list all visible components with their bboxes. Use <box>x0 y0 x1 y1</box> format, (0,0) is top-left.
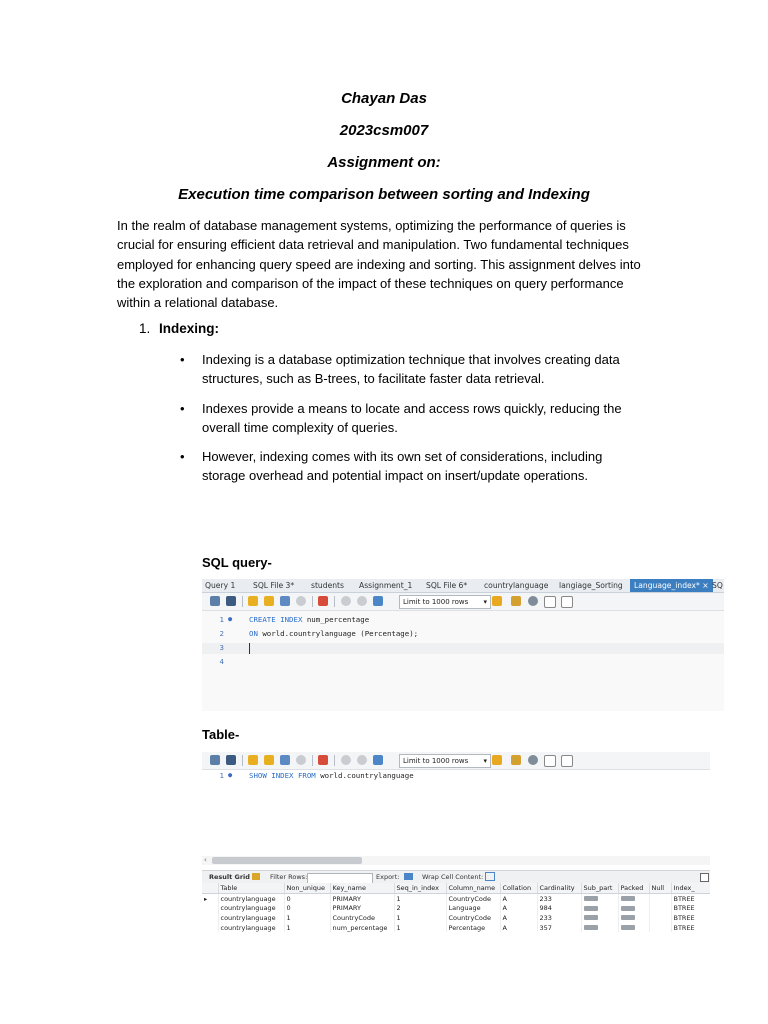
tab-query-1[interactable]: Query 1 <box>205 581 236 590</box>
execute-current-icon[interactable] <box>264 755 274 765</box>
sql-text: world.countrylanguage <box>315 771 414 780</box>
table-cell[interactable] <box>649 894 671 904</box>
table-cell[interactable]: 1 <box>394 913 446 923</box>
bullet-dot: • <box>180 401 185 416</box>
intro-paragraph: In the realm of database management systems, optimizing the performance of queries is crucial for ensuring efficient data retrieval and manipulation. Two fundamental techniques employed for enhancing query speed are indexing and sorting. This assignment delves into the exploration and comparison of the impact of these techniques on query performance within a relational database. <box>117 218 641 311</box>
beautify-icon[interactable] <box>492 596 502 606</box>
search-icon[interactable] <box>528 755 538 765</box>
horizontal-scrollbar[interactable] <box>202 856 710 865</box>
table-cell[interactable] <box>649 913 671 923</box>
explain-icon[interactable] <box>280 755 290 765</box>
sql-text: num_percentage <box>302 615 370 624</box>
table-cell[interactable]: countrylanguage <box>218 894 284 904</box>
close-icon[interactable]: × <box>702 581 709 590</box>
sql-editor[interactable] <box>202 770 710 856</box>
table-cell[interactable] <box>581 913 618 923</box>
table-cell[interactable] <box>581 894 618 904</box>
limit-rows-label: Limit to 1000 rows <box>403 598 469 606</box>
table-cell[interactable]: CountryCode <box>446 894 500 904</box>
table-row[interactable] <box>202 894 710 904</box>
sql-keyword: ON <box>249 629 258 638</box>
table-cell[interactable]: BTREE <box>671 923 710 933</box>
sql-keyword: SHOW INDEX FROM <box>249 771 316 780</box>
table-cell[interactable]: A <box>500 923 537 933</box>
explain-icon[interactable] <box>280 596 290 606</box>
execute-current-icon[interactable] <box>264 596 274 606</box>
row-selector[interactable] <box>202 913 218 923</box>
autocommit-icon[interactable] <box>373 755 383 765</box>
scroll-left-icon[interactable]: ‹ <box>204 856 207 864</box>
section-number: 1. <box>139 321 151 336</box>
execute-icon[interactable] <box>248 596 258 606</box>
save-icon[interactable] <box>226 755 236 765</box>
table-cell[interactable]: 1 <box>284 913 330 923</box>
sql-text: world.countrylanguage (Percentage); <box>257 629 419 638</box>
row-selector[interactable] <box>202 923 218 933</box>
table-cell[interactable]: 984 <box>537 904 581 914</box>
tab-language-index-label: Language_index* <box>634 581 700 590</box>
tab-sql-file-6[interactable]: SQL File 6* <box>426 581 468 590</box>
column-header[interactable]: Seq_in_index <box>394 883 446 894</box>
table-cell[interactable] <box>618 894 649 904</box>
table-cell[interactable]: PRIMARY <box>330 904 394 914</box>
bullet-text: However, indexing comes with its own set of considerations, including storage overhead and potential impact on insert/update operations. <box>202 449 603 483</box>
code-line <box>249 615 369 624</box>
table-cell[interactable]: PRIMARY <box>330 894 394 904</box>
null-badge <box>584 925 598 930</box>
bullet-dot: • <box>180 352 185 367</box>
stop-icon[interactable] <box>296 596 306 606</box>
sql-query-label: SQL query- <box>202 555 272 570</box>
invisible-chars-icon[interactable] <box>544 596 556 608</box>
table-cell[interactable]: BTREE <box>671 894 710 904</box>
table-cell[interactable] <box>581 904 618 914</box>
index-result-table <box>202 883 710 932</box>
column-header[interactable]: Non_unique <box>284 883 330 894</box>
table-row[interactable] <box>202 923 710 933</box>
current-row-arrow-icon: ▸ <box>204 894 208 903</box>
column-header[interactable]: Null <box>649 883 671 894</box>
sql-editor[interactable] <box>202 611 724 711</box>
column-header[interactable]: Collation <box>500 883 537 894</box>
null-badge <box>621 915 635 920</box>
column-header[interactable]: Key_name <box>330 883 394 894</box>
line-number: 1 <box>219 771 224 780</box>
table-cell[interactable]: 1 <box>394 923 446 933</box>
editor-toolbar <box>202 593 724 611</box>
wrap-cell-icon[interactable] <box>485 872 495 881</box>
export-label: Export: <box>376 873 400 881</box>
limit-rows-select[interactable] <box>399 754 491 768</box>
scrollbar-thumb[interactable] <box>212 857 362 864</box>
statement-marker-icon: ● <box>228 771 233 779</box>
find-replace-icon[interactable] <box>511 755 521 765</box>
table-header-row <box>202 883 710 894</box>
table-cell[interactable]: CountryCode <box>330 913 394 923</box>
open-folder-icon[interactable] <box>210 755 220 765</box>
table-cell[interactable]: Language <box>446 904 500 914</box>
table-cell[interactable] <box>581 923 618 933</box>
wrap-lines-icon[interactable] <box>561 596 573 608</box>
export-icon[interactable] <box>404 873 413 880</box>
null-badge <box>584 906 598 911</box>
line-number: 2 <box>219 629 224 638</box>
tab-language-index[interactable] <box>630 579 713 592</box>
tab-sql-file-3[interactable]: SQL File 3* <box>253 581 295 590</box>
table-cell[interactable] <box>649 904 671 914</box>
row-selector[interactable] <box>202 894 218 904</box>
roll-number: 2023csm007 <box>339 122 429 139</box>
chevron-down-icon: ▾ <box>483 598 487 606</box>
table-cell[interactable] <box>618 923 649 933</box>
code-line <box>249 771 414 780</box>
tab-langiage-sorting[interactable]: langiage_Sorting <box>559 581 623 590</box>
current-line-highlight <box>202 643 724 654</box>
limit-rows-select[interactable] <box>399 595 491 609</box>
table-cell[interactable] <box>618 904 649 914</box>
toolbar-divider <box>334 596 335 607</box>
table-cell[interactable]: A <box>500 913 537 923</box>
line-number: 1 <box>219 615 224 624</box>
column-header[interactable]: Sub_part <box>581 883 618 894</box>
line-number: 4 <box>219 657 224 666</box>
open-folder-icon[interactable] <box>210 596 220 606</box>
save-icon[interactable] <box>226 596 236 606</box>
table-cell[interactable]: CountryCode <box>446 913 500 923</box>
table-cell[interactable]: BTREE <box>671 904 710 914</box>
null-badge <box>621 906 635 911</box>
toolbar-divider <box>334 755 335 766</box>
assignment-title: Execution time comparison between sorting and Indexing <box>178 186 590 203</box>
wrap-lines-icon[interactable] <box>561 755 573 767</box>
autocommit-icon[interactable] <box>373 596 383 606</box>
stop-icon[interactable] <box>296 755 306 765</box>
null-badge <box>584 896 598 901</box>
filter-rows-label: Filter Rows: <box>270 873 308 881</box>
commit-icon[interactable] <box>341 755 351 765</box>
table-cell[interactable]: A <box>500 904 537 914</box>
table-cell[interactable]: 1 <box>394 894 446 904</box>
tab-sq[interactable]: SQ <box>712 581 723 590</box>
column-header[interactable]: Column_name <box>446 883 500 894</box>
tab-assignment-1[interactable]: Assignment_1 <box>359 581 413 590</box>
null-badge <box>621 896 635 901</box>
table-cell[interactable]: Percentage <box>446 923 500 933</box>
column-header[interactable]: Packed <box>618 883 649 894</box>
wrap-cell-label: Wrap Cell Content: <box>422 873 484 881</box>
editor-toolbar <box>202 752 710 770</box>
row-selector[interactable] <box>202 904 218 914</box>
editor-tab-bar <box>202 579 724 593</box>
table-cell[interactable] <box>618 913 649 923</box>
section-heading <box>139 321 219 336</box>
toolbar-divider <box>312 596 313 607</box>
table-cell[interactable]: 1 <box>284 923 330 933</box>
row-selector-header <box>202 883 218 894</box>
bullet-text: Indexes provide a means to locate and access rows quickly, reducing the overall time complexity of queries. <box>202 401 622 435</box>
table-cell[interactable]: countrylanguage <box>218 913 284 923</box>
search-icon[interactable] <box>528 596 538 606</box>
checkbox-icon[interactable] <box>700 873 709 882</box>
tab-students[interactable]: students <box>311 581 344 590</box>
tab-countrylanguage[interactable]: countrylanguage <box>484 581 549 590</box>
bullet-text: Indexing is a database optimization technique that involves creating data structures, such as B-trees, to facilitate faster data retrieval. <box>202 352 620 386</box>
null-badge <box>584 915 598 920</box>
statement-marker-icon: ● <box>228 615 233 623</box>
table-cell[interactable] <box>649 923 671 933</box>
table-cell[interactable]: countrylanguage <box>218 904 284 914</box>
table-cell[interactable]: 0 <box>284 904 330 914</box>
table-cell[interactable]: BTREE <box>671 913 710 923</box>
toggle-error-icon[interactable] <box>318 755 328 765</box>
table-cell[interactable]: countrylanguage <box>218 923 284 933</box>
table-cell[interactable]: 233 <box>537 913 581 923</box>
commit-icon[interactable] <box>341 596 351 606</box>
rollback-icon[interactable] <box>357 596 367 606</box>
table-cell[interactable]: num_percentage <box>330 923 394 933</box>
code-line <box>249 629 418 638</box>
sql-editor-screenshot <box>202 579 724 711</box>
column-header[interactable]: Index_ <box>671 883 710 894</box>
table-cell[interactable]: 357 <box>537 923 581 933</box>
table-label: Table- <box>202 727 240 742</box>
line-number: 3 <box>219 643 224 652</box>
column-header[interactable]: Table <box>218 883 284 894</box>
table-cell[interactable]: 233 <box>537 894 581 904</box>
toolbar-divider <box>312 755 313 766</box>
table-row[interactable] <box>202 913 710 923</box>
result-grid-toolbar <box>202 870 710 884</box>
result-screenshot <box>202 752 710 934</box>
table-cell[interactable]: 0 <box>284 894 330 904</box>
sql-keyword: CREATE INDEX <box>249 615 303 624</box>
rollback-icon[interactable] <box>357 755 367 765</box>
bullet-dot: • <box>180 449 185 464</box>
table-cell[interactable]: 2 <box>394 904 446 914</box>
column-header[interactable]: Cardinality <box>537 883 581 894</box>
author-name: Chayan Das <box>341 90 427 107</box>
section-title: Indexing: <box>159 321 219 336</box>
grid-view-icon[interactable] <box>252 873 260 880</box>
table-cell[interactable]: A <box>500 894 537 904</box>
toolbar-divider <box>242 596 243 607</box>
toolbar-divider <box>242 755 243 766</box>
chevron-down-icon: ▾ <box>483 757 487 765</box>
text-cursor <box>249 643 250 654</box>
result-grid-tab[interactable]: Result Grid <box>209 873 250 881</box>
invisible-chars-icon[interactable] <box>544 755 556 767</box>
beautify-icon[interactable] <box>492 755 502 765</box>
assignment-label: Assignment on: <box>327 154 441 171</box>
table-row[interactable] <box>202 904 710 914</box>
null-badge <box>621 925 635 930</box>
limit-rows-label: Limit to 1000 rows <box>403 757 469 765</box>
toggle-error-icon[interactable] <box>318 596 328 606</box>
find-replace-icon[interactable] <box>511 596 521 606</box>
execute-icon[interactable] <box>248 755 258 765</box>
